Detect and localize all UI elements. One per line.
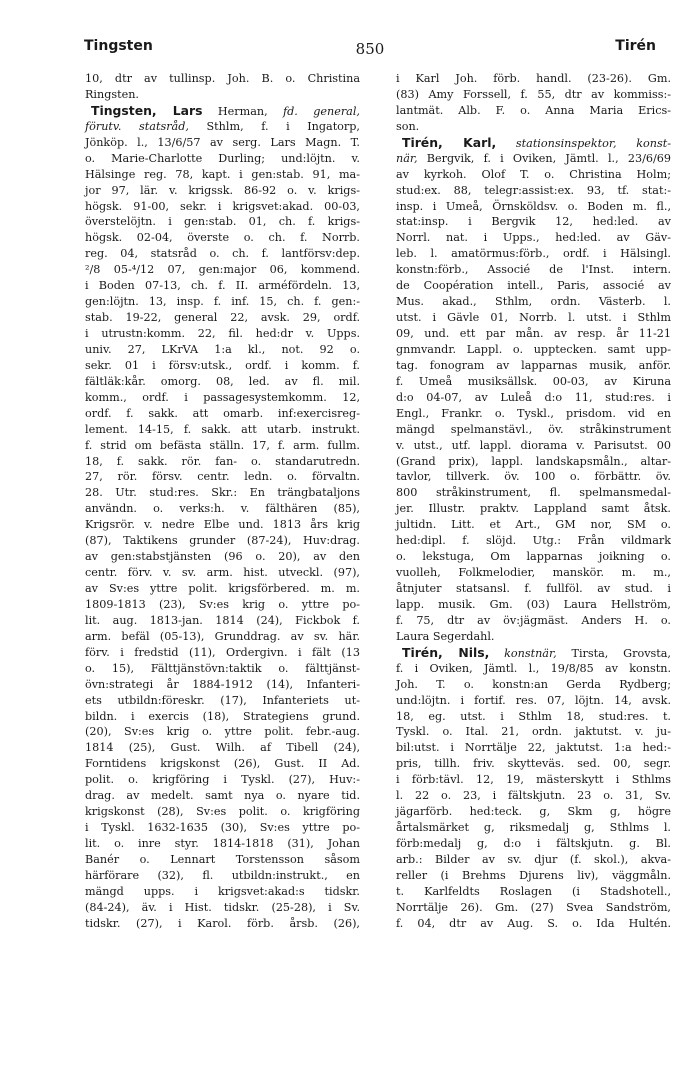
text-line	[388, 772, 671, 788]
line-text: stud:ex. 88, telegr:assist:ex. 93, tf. stat:-	[396, 183, 671, 197]
text-line	[388, 390, 671, 406]
text-line	[388, 661, 671, 677]
line-text: överstelöjtn. i gen:stab. 01, ch. f. krigs-	[85, 215, 360, 229]
line-text: f. 04, dtr av Aug. S. o. Ida Hultén.	[396, 916, 671, 930]
text-line	[77, 501, 360, 517]
text-line	[388, 533, 671, 549]
text-line	[77, 119, 360, 135]
entry-start-line	[388, 135, 671, 151]
text-line	[388, 422, 671, 438]
line-text: arm. befäl (05-13), Grunddrag. av sv. här.	[85, 629, 360, 643]
line-text: ordf. f. sakk. att omarb. inf:exercisreg-	[85, 406, 360, 420]
line-text: ²/8 05-⁴/12 07, gen:major 06, kommend.	[85, 263, 360, 277]
line-text: tidskr. (27), i Karol. förb. årsb. (26),	[85, 916, 360, 930]
line-text: av Sv:es yttre polit. krigsförbered. m. m.	[85, 582, 360, 595]
text-line	[77, 469, 360, 485]
line-text: mängd upps. i krigsvet:akad:s tidskr.	[85, 884, 360, 898]
line-text: Mus. akad., Sthlm, ordn. Västerb. l.	[396, 295, 671, 309]
occupation-text: när,	[396, 151, 418, 165]
text-line	[77, 214, 360, 230]
line-text: tag. fonogram av lapparnas musik, anför.	[396, 358, 671, 372]
line-text: o. 15), Fälttjänstövn:taktik o. fälttjänst-	[85, 661, 360, 675]
text-line	[77, 772, 360, 788]
text-line	[388, 549, 671, 565]
line-text: reg. 04, statsråd o. ch. f. lantförsv:dep.	[85, 247, 360, 261]
line-text: konstn:förb., Associé de l'Inst. intern.	[396, 263, 671, 277]
line-text: drag. av medelt. samt nya o. nyare tid.	[85, 789, 360, 803]
text-line	[388, 613, 671, 629]
line-text: d:o 04-07, av Luleå d:o 11, stud:res. i	[396, 390, 671, 404]
line-text: Herman,	[217, 104, 283, 118]
line-text: lement. 14-15, f. sakk. att utarb. instrukt.	[85, 422, 360, 436]
line-text: Forntidens krigskonst (26), Gust. II Ad.	[85, 757, 360, 771]
line-text: förb:medalj g, d:o i fältskjutn. g. Bl.	[396, 837, 671, 850]
text-line	[77, 294, 360, 310]
text-line	[388, 820, 671, 836]
text-line	[388, 342, 671, 358]
text-line	[77, 246, 360, 262]
running-head-left: Tingsten	[84, 38, 153, 54]
line-text: Hälsinge reg. 78, kapt. i gen:stab. 91, ma-	[85, 167, 360, 181]
text-line	[388, 709, 671, 725]
line-text: son.	[396, 119, 420, 133]
line-text: högsk. 02-04, överste o. ch. f. Norrb.	[85, 231, 360, 245]
text-line	[77, 868, 360, 884]
text-line	[77, 374, 360, 390]
text-line	[388, 183, 671, 199]
occupation-text: stationsinspektor, konst-	[515, 136, 671, 150]
text-line	[77, 756, 360, 772]
entry-start-line	[77, 103, 360, 119]
line-text: lantmät. Alb. F. o. Anna Maria Erics-	[396, 103, 671, 117]
line-text: Krigsrör. v. nedre Elbe und. 1813 års krig	[85, 518, 360, 532]
running-head-right: Tirén	[615, 38, 656, 54]
text-line	[77, 740, 360, 756]
line-text: i Tyskl. 1632-1635 (30), Sv:es yttre po-	[85, 821, 360, 835]
text-line	[77, 167, 360, 183]
line-text: lit. aug. 1813-jan. 1814 (24), Fickbok f.	[85, 613, 360, 627]
line-text: Banér o. Lennart Torstensson såsom	[85, 852, 360, 866]
text-line	[77, 900, 360, 916]
text-line	[388, 246, 671, 262]
line-text: 27, rör. försv. centr. ledn. o. förvaltn.	[85, 470, 360, 484]
text-line	[77, 517, 360, 533]
text-line	[77, 151, 360, 167]
line-text: i Boden 07-13, ch. f. II. arméfördeln. 13,	[85, 279, 360, 293]
text-line	[77, 629, 360, 645]
line-text: 18, f. sakk. rör. fan- o. standarutredn.	[85, 454, 360, 468]
line-text: l. 22 o. 23, i fältskjutn. 23 o. 31, Sv.	[396, 789, 671, 803]
line-text: i Karl Joh. förb. handl. (23-26). Gm.	[396, 72, 671, 85]
line-text: Joh. T. o. konstn:an Gerda Rydberg;	[396, 677, 671, 691]
line-text: o. lekstuga, Om lapparnas joikning o.	[396, 550, 671, 564]
text-line	[77, 852, 360, 868]
entry-name: Tingsten, Lars	[91, 102, 203, 118]
text-line	[77, 485, 360, 501]
line-text: polit. o. krigföring i Tyskl. (27), Huv:-	[85, 773, 360, 787]
line-text: (87), Taktikens grunder (87-24), Huv:drag.	[85, 534, 360, 548]
line-text: v. utst., utf. lappl. diorama v. Parisutst. 00	[396, 438, 671, 452]
line-text: lit. o. inre styr. 1814-1818 (31), Johan	[85, 837, 360, 850]
text-line	[77, 135, 360, 151]
line-text: f. strid om befästa ställn. 17, f. arm. fullm.	[85, 438, 360, 452]
text-line	[388, 501, 671, 517]
text-line	[388, 788, 671, 804]
line-text: gnmvandr. Lappl. o. upptecken. samt upp-	[396, 342, 671, 356]
line-text: pris, tillh. friv. skytteväs. sed. 00, segr.	[396, 757, 671, 771]
line-text: Sthlm, f. i Ingatorp,	[188, 119, 360, 133]
line-text: användn. o. verks:h. v. fälthären (85),	[85, 502, 360, 516]
entry-start-line	[388, 645, 671, 661]
text-line	[77, 836, 360, 852]
line-text: bildn. i exercis (18), Strategiens grund.	[85, 709, 360, 723]
right-column	[388, 71, 671, 932]
text-line	[388, 87, 671, 103]
text-line	[388, 884, 671, 900]
line-text: gen:löjtn. 13, insp. f. inf. 15, ch. f. gen:-	[85, 295, 360, 309]
text-line	[77, 565, 360, 581]
text-line	[77, 916, 360, 932]
line-text: 18, eg. utst. i Sthlm 18, stud:res. t.	[396, 709, 671, 723]
text-line	[388, 756, 671, 772]
text-line	[388, 278, 671, 294]
line-text: av gen:stabstjänsten (96 o. 20), av den	[85, 550, 360, 564]
entry-name: Tirén, Karl,	[402, 134, 497, 150]
line-text: stat:insp. i Bergvik 12, hed:led. av	[396, 215, 671, 229]
line-text: 1809-1813 (23), Sv:es krig o. yttre po-	[85, 597, 360, 611]
text-line	[388, 565, 671, 581]
text-line	[388, 852, 671, 868]
text-line	[388, 374, 671, 390]
line-text: Laura Segerdahl.	[396, 629, 495, 643]
text-line	[77, 422, 360, 438]
text-line	[77, 820, 360, 836]
text-line	[388, 294, 671, 310]
line-text: Tyskl. o. Ital. 21, ordn. jaktutst. v. ju-	[396, 725, 671, 739]
line-text: sekr. 01 i försv:utsk., ordf. i komm. f.	[85, 358, 360, 372]
text-line	[388, 629, 671, 645]
line-text: bil:utst. i Norrtälje 22, jaktutst. 1:a hed:-	[396, 741, 671, 755]
text-line	[77, 87, 360, 103]
line-text: utst. i Gävle 01, Norrb. l. utst. i Sthlm	[396, 311, 671, 325]
line-text: centr. förv. v. sv. arm. hist. utveckl. (97),	[85, 566, 360, 580]
page-header	[84, 38, 656, 62]
line-text: 10, dtr av tullinsp. Joh. B. o. Christina	[85, 72, 360, 85]
text-line	[77, 278, 360, 294]
text-line	[388, 836, 671, 852]
line-text: (20), Sv:es krig o. yttre polit. febr.-aug.	[85, 725, 360, 739]
line-text: jer. Illustr. praktv. Lappland samt åtsk.	[396, 502, 671, 516]
line-text: av kyrkoh. Olof T. o. Christina Holm;	[396, 167, 671, 181]
line-text: Norrl. nat. i Upps., hed:led. av Gäv-	[396, 231, 671, 245]
text-line	[77, 326, 360, 342]
text-line	[388, 517, 671, 533]
line-text: jägarförb. hed:teck. g, Skm g, högre	[396, 805, 671, 819]
line-text: Ringsten.	[85, 87, 139, 101]
text-line	[77, 788, 360, 804]
text-line	[388, 740, 671, 756]
line-text: t. Karlfeldts Roslagen (i Stadshotell.,	[396, 884, 671, 898]
text-line	[388, 454, 671, 470]
text-line	[388, 71, 671, 87]
text-line	[77, 804, 360, 820]
text-line	[77, 645, 360, 661]
line-text: und:löjtn. i fortif. res. 07, löjtn. 14, avsk.	[396, 693, 671, 707]
text-line	[388, 469, 671, 485]
left-column	[77, 71, 360, 932]
text-line	[388, 485, 671, 501]
line-text: fältläk:kår. omorg. 08, led. av fl. mil.	[85, 374, 360, 388]
text-line	[77, 406, 360, 422]
line-text: (Grand prix), lappl. landskapsmåln., altar-	[396, 454, 671, 468]
text-line	[77, 71, 360, 87]
line-text: i förb:tävl. 12, 19, mästerskytt i Sthlms	[396, 773, 671, 787]
text-line	[77, 533, 360, 549]
text-line	[77, 438, 360, 454]
occupation-text: fd. general,	[283, 104, 360, 118]
occupation-text: konstnär,	[504, 646, 557, 660]
line-text: 800 stråkinstrument, fl. spelmansmedal-	[396, 486, 671, 500]
line-text: 1814 (25), Gust. Wilh. af Tibell (24),	[85, 741, 360, 755]
text-line	[77, 310, 360, 326]
line-text: (84-24), äv. i Hist. tidskr. (25-28), i Sv.	[85, 900, 360, 914]
text-line	[77, 549, 360, 565]
line-text: jor 97, lär. v. krigssk. 86-92 o. v. krigs-	[85, 183, 360, 197]
line-text: arb.: Bilder av sv. djur (f. skol.), akva-	[396, 852, 671, 866]
line-text: f. Umeå musiksällsk. 00-03, av Kiruna	[396, 374, 671, 388]
line-text: tavlor, tillverk. öv. 100 o. förbättr. öv.	[396, 470, 671, 484]
text-line	[388, 151, 671, 167]
line-text: 09, und. ett par mån. av resp. år 11-21	[396, 327, 671, 340]
text-line	[388, 900, 671, 916]
text-line	[77, 724, 360, 740]
line-text: f. i Oviken, Jämtl. l., 19/8/85 av konstn.	[396, 661, 671, 675]
text-line	[388, 724, 671, 740]
text-line	[77, 693, 360, 709]
line-text: stab. 19-22, general 22, avsk. 29, ordf.	[85, 311, 360, 325]
text-line	[77, 390, 360, 406]
text-line	[388, 310, 671, 326]
text-line	[77, 597, 360, 613]
line-text: årtalsmärket g, riksmedalj g, Sthlms l.	[396, 821, 671, 835]
line-text: reller (i Brehms Djurens liv), väggmåln.	[396, 868, 671, 882]
text-line	[77, 199, 360, 215]
line-text: vuolleh, Folkmelodier, manskör. m. m.,	[396, 566, 671, 580]
text-line	[77, 884, 360, 900]
text-line	[388, 438, 671, 454]
line-text: insp. i Umeå, Örnsköldsv. o. Boden m. fl.,	[396, 199, 671, 213]
line-text: de Coopération intell., Paris, associé av	[396, 279, 671, 293]
line-text: (83) Amy Forssell, f. 55, dtr av kommiss:-	[396, 87, 671, 101]
text-line	[77, 709, 360, 725]
line-text: ets utbildn:föreskr. (17), Infanteriets ut-	[85, 693, 360, 707]
text-line	[388, 214, 671, 230]
text-line	[77, 677, 360, 693]
text-line	[388, 677, 671, 693]
line-text: 28. Utr. stud:res. Skr.: En trängbataljons	[85, 486, 360, 500]
line-text: o. Marie-Charlotte Durling; und:löjtn. v.	[85, 151, 360, 165]
line-text: Bergvik, f. i Oviken, Jämtl. l., 23/6/69	[417, 151, 671, 165]
text-line	[388, 581, 671, 597]
text-line	[77, 661, 360, 677]
text-line	[388, 597, 671, 613]
text-line	[77, 342, 360, 358]
text-line	[388, 326, 671, 342]
page-number: 850	[355, 40, 385, 58]
text-line	[388, 358, 671, 374]
text-line	[388, 693, 671, 709]
line-text: Norrtälje 26). Gm. (27) Svea Sandström,	[396, 900, 671, 914]
text-line	[388, 804, 671, 820]
text-line	[388, 868, 671, 884]
line-text: Engl., Frankr. o. Tyskl., prisdom. vid en	[396, 406, 671, 420]
text-line	[388, 406, 671, 422]
line-text: lapp. musik. Gm. (03) Laura Hellström,	[396, 597, 671, 611]
line-text: leb. l. amatörmus:förb., ordf. i Hälsingl.	[396, 247, 671, 261]
line-text: härförare (32), fl. utbildn:instrukt., en	[85, 868, 360, 882]
line-text: i utrustn:komm. 22, fil. hed:dr v. Upps.	[85, 327, 360, 340]
line-text: komm., ordf. i passagesystemkomm. 12,	[85, 390, 360, 404]
line-text: Jönköp. l., 13/6/57 av serg. Lars Magn. T.	[85, 135, 360, 149]
line-text: övn:strategi år 1884-1912 (14), Infanteri-	[85, 677, 360, 691]
text-line	[77, 613, 360, 629]
text-line	[77, 183, 360, 199]
line-text: förv. i fredstid (11), Ordergivn. i fält (13	[85, 645, 360, 659]
text-line	[388, 119, 671, 135]
line-text: åtnjuter statsansl. f. fullföl. av stud. i	[396, 582, 671, 595]
text-line	[77, 262, 360, 278]
text-line	[388, 230, 671, 246]
line-text: Tirsta, Grovsta,	[556, 646, 671, 660]
line-text: jultidn. Litt. et Art., GM nor, SM o.	[396, 518, 671, 532]
text-line	[388, 916, 671, 932]
entry-name: Tirén, Nils,	[402, 644, 490, 660]
line-text: krigskonst (28), Sv:es polit. o. krigföring	[85, 805, 360, 819]
line-text: högsk. 91-00, sekr. i krigsvet:akad. 00-03,	[85, 199, 360, 213]
text-line	[388, 262, 671, 278]
line-text: hed:dipl. f. slöjd. Utg.: Från vildmark	[396, 534, 671, 548]
text-line	[388, 199, 671, 215]
occupation-text: förutv. statsråd,	[85, 119, 189, 133]
text-line	[77, 454, 360, 470]
text-line	[77, 358, 360, 374]
line-text: f. 75, dtr av öv:jägmäst. Anders H. o.	[396, 613, 671, 627]
text-line	[77, 230, 360, 246]
line-text: mängd spelmanstävl., öv. stråkinstrument	[396, 422, 671, 436]
line-text: univ. 27, LKrVA 1:a kl., not. 92 o.	[85, 342, 360, 356]
text-line	[388, 167, 671, 183]
text-line	[388, 103, 671, 119]
text-line	[77, 581, 360, 597]
